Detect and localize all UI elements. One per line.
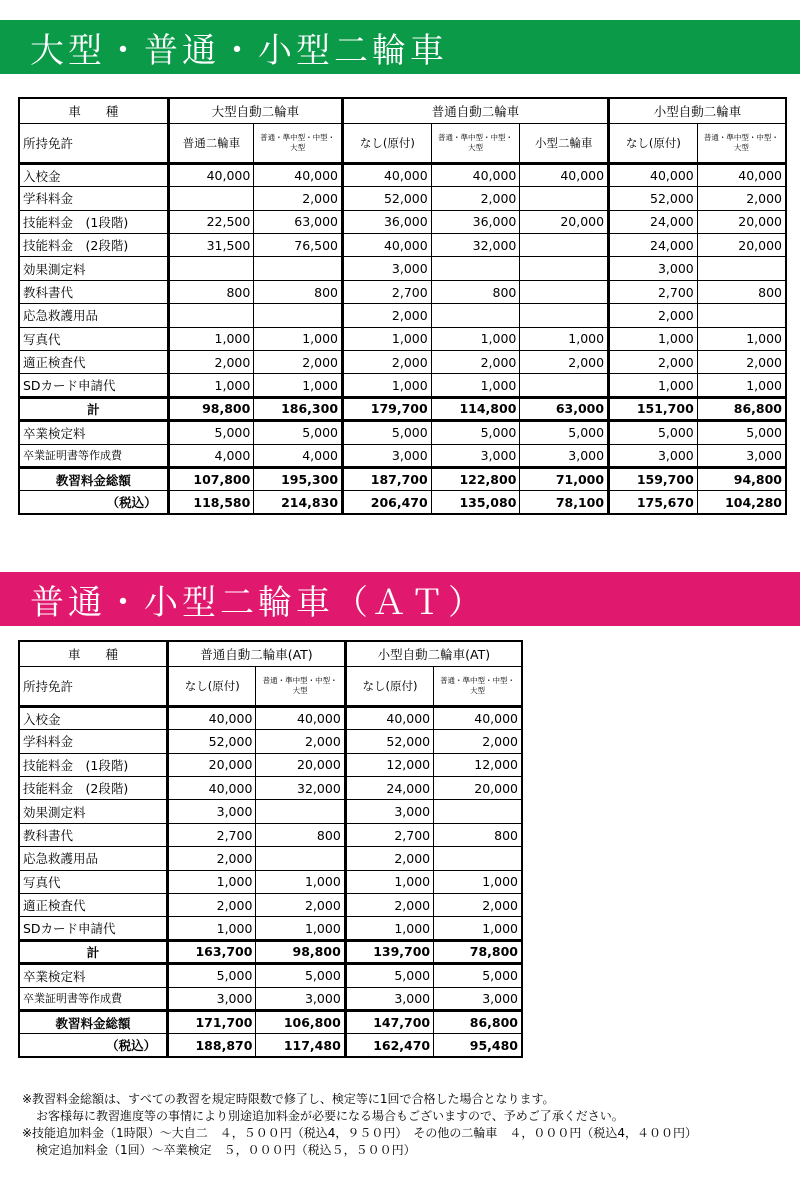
fee-value: 1,000 [254, 327, 343, 350]
table-row [19, 917, 522, 940]
fee-value: 1,000 [431, 374, 520, 397]
fee-value: 2,000 [520, 351, 609, 374]
fee-value: 2,000 [345, 847, 433, 870]
fee-value: 5,000 [431, 421, 520, 444]
section-title: 普通・小型二輪車（ＡＴ） [30, 582, 486, 623]
fee-value: 95,480 [434, 1034, 522, 1057]
fee-value: 78,100 [520, 491, 609, 514]
table-row [19, 444, 786, 467]
fee-value [434, 847, 522, 870]
section-banner-at [0, 572, 800, 626]
row-label: 学科料金 [19, 187, 168, 210]
fee-value: 40,000 [343, 234, 432, 257]
note-line: 検定追加料金（1回）～卒業検定 ５，０００円（税込５，５００円） [36, 1143, 416, 1157]
row-label: SDカード申請代 [19, 374, 168, 397]
fee-value: 3,000 [609, 444, 698, 467]
fee-value: 195,300 [254, 467, 343, 490]
total-row [19, 467, 786, 490]
fee-value: 2,000 [343, 351, 432, 374]
section-title: 大型・普通・小型二輪車 [30, 30, 448, 71]
fee-value [697, 304, 786, 327]
fee-value: 3,000 [256, 987, 345, 1010]
fee-value: 36,000 [343, 210, 432, 233]
fee-value: 2,000 [609, 304, 698, 327]
fee-value: 63,000 [254, 210, 343, 233]
section-banner-large-normal-small [0, 20, 800, 74]
fee-value: 1,000 [254, 374, 343, 397]
row-label: 応急救護用品 [19, 304, 168, 327]
fee-value: 1,000 [434, 870, 522, 893]
fee-value [254, 257, 343, 280]
fee-value: 5,000 [168, 964, 256, 987]
license-label: 所持免許 [19, 123, 168, 163]
fee-value: 31,500 [168, 234, 254, 257]
license-cell: 普通・準中型・中型・大型 [697, 123, 786, 163]
fee-value: 52,000 [168, 730, 256, 753]
fee-value: 2,000 [256, 894, 345, 917]
fee-value: 94,800 [697, 467, 786, 490]
row-label: 写真代 [19, 870, 168, 893]
fee-value: 106,800 [256, 1010, 345, 1033]
row-label: 計 [19, 940, 168, 963]
fee-value [431, 304, 520, 327]
license-cell: 普通二輪車 [168, 123, 254, 163]
table-row [19, 964, 522, 987]
fee-value: 1,000 [609, 374, 698, 397]
fee-value: 3,000 [434, 987, 522, 1010]
fee-value [168, 257, 254, 280]
fee-value: 1,000 [168, 870, 256, 893]
fee-value: 2,000 [431, 351, 520, 374]
fee-value: 2,000 [697, 351, 786, 374]
table-row [19, 163, 786, 186]
fee-value: 40,000 [168, 706, 256, 729]
fee-value: 3,000 [431, 444, 520, 467]
license-cell: 普通・準中型・中型・大型 [434, 666, 522, 706]
fee-value: 1,000 [434, 917, 522, 940]
fee-value: 1,000 [256, 917, 345, 940]
table-row [19, 800, 522, 823]
row-label: 卒業検定料 [19, 964, 168, 987]
row-label: 教科書代 [19, 280, 168, 303]
fee-value: 2,000 [168, 351, 254, 374]
table-header-row [19, 98, 786, 123]
row-label: 学科料金 [19, 730, 168, 753]
fee-value: 800 [431, 280, 520, 303]
table-row [19, 777, 522, 800]
fee-value: 2,000 [256, 730, 345, 753]
license-cell: 普通・準中型・中型・大型 [431, 123, 520, 163]
fee-value: 32,000 [256, 777, 345, 800]
fee-value: 98,800 [256, 940, 345, 963]
fee-value [520, 374, 609, 397]
fee-value: 147,700 [345, 1010, 433, 1033]
fee-value: 40,000 [520, 163, 609, 186]
row-label: 計 [19, 397, 168, 420]
fee-value: 186,300 [254, 397, 343, 420]
fee-value: 20,000 [256, 753, 345, 776]
fee-value: 20,000 [168, 753, 256, 776]
fee-value: 104,280 [697, 491, 786, 514]
fee-value: 159,700 [609, 467, 698, 490]
fee-value: 2,000 [434, 894, 522, 917]
fee-value: 1,000 [345, 917, 433, 940]
fee-value: 76,500 [254, 234, 343, 257]
license-cell: なし(原付) [345, 666, 433, 706]
license-row [19, 666, 522, 706]
fee-value: 40,000 [697, 163, 786, 186]
table-row [19, 706, 522, 729]
fee-value: 1,000 [343, 327, 432, 350]
fee-value: 52,000 [343, 187, 432, 210]
fee-value: 2,700 [168, 823, 256, 846]
fee-value: 12,000 [434, 753, 522, 776]
total-row [19, 1010, 522, 1033]
fee-value [256, 847, 345, 870]
fee-value [520, 280, 609, 303]
fee-notes [22, 1091, 792, 1159]
subtotal-row [19, 940, 522, 963]
fee-value [256, 800, 345, 823]
fee-value: 107,800 [168, 467, 254, 490]
license-cell: なし(原付) [343, 123, 432, 163]
fee-value: 139,700 [345, 940, 433, 963]
table-row [19, 987, 522, 1010]
fee-value: 20,000 [434, 777, 522, 800]
header-vehicle-type: 車 種 [19, 98, 168, 123]
fee-value: 2,000 [168, 894, 256, 917]
fee-value: 20,000 [697, 210, 786, 233]
row-label: 応急救護用品 [19, 847, 168, 870]
table-row [19, 894, 522, 917]
row-label: 教習料金総額 [19, 467, 168, 490]
table-row [19, 730, 522, 753]
fee-value [697, 257, 786, 280]
fee-value: 40,000 [431, 163, 520, 186]
fee-value: 214,830 [254, 491, 343, 514]
fee-value: 40,000 [434, 706, 522, 729]
fee-value: 32,000 [431, 234, 520, 257]
row-label: 卒業検定料 [19, 421, 168, 444]
fee-table-at [18, 640, 523, 1058]
header-vehicle-group: 小型自動二輪車 [609, 98, 786, 123]
row-label: 効果測定料 [19, 257, 168, 280]
fee-value: 5,000 [256, 964, 345, 987]
fee-value: 4,000 [254, 444, 343, 467]
fee-value: 2,000 [168, 847, 256, 870]
fee-value: 800 [434, 823, 522, 846]
fee-value: 187,700 [343, 467, 432, 490]
row-label: 卒業証明書等作成費 [19, 444, 168, 467]
fee-value: 122,800 [431, 467, 520, 490]
fee-value [431, 257, 520, 280]
fee-value: 86,800 [434, 1010, 522, 1033]
fee-value: 2,000 [697, 187, 786, 210]
fee-value: 800 [168, 280, 254, 303]
fee-value [520, 234, 609, 257]
table-row [19, 187, 786, 210]
fee-value: 5,000 [609, 421, 698, 444]
fee-value: 24,000 [345, 777, 433, 800]
row-label: 教科書代 [19, 823, 168, 846]
fee-value: 24,000 [609, 210, 698, 233]
fee-value: 1,000 [697, 374, 786, 397]
fee-value: 36,000 [431, 210, 520, 233]
fee-value: 3,000 [168, 800, 256, 823]
header-vehicle-group: 小型自動二輪車(AT) [345, 641, 522, 666]
fee-value: 800 [697, 280, 786, 303]
license-label: 所持免許 [19, 666, 168, 706]
fee-value: 20,000 [697, 234, 786, 257]
fee-value: 40,000 [168, 777, 256, 800]
fee-value: 5,000 [254, 421, 343, 444]
row-label: 教習料金総額 [19, 1010, 168, 1033]
license-row [19, 123, 786, 163]
fee-value: 5,000 [697, 421, 786, 444]
fee-value: 5,000 [343, 421, 432, 444]
fee-value: 3,000 [520, 444, 609, 467]
fee-value: 3,000 [697, 444, 786, 467]
fee-value: 163,700 [168, 940, 256, 963]
table-row [19, 870, 522, 893]
table-row [19, 847, 522, 870]
fee-value: 1,000 [520, 327, 609, 350]
fee-value: 800 [256, 823, 345, 846]
row-label: （税込） [19, 1034, 168, 1057]
license-cell: なし(原付) [168, 666, 256, 706]
fee-value [168, 304, 254, 327]
fee-value: 40,000 [609, 163, 698, 186]
row-label: 写真代 [19, 327, 168, 350]
fee-value: 3,000 [345, 800, 433, 823]
row-label: 効果測定料 [19, 800, 168, 823]
note-line: ※教習料金総額は、すべての教習を規定時限数で修了し、検定等に1回で合格した場合となります。 [22, 1092, 555, 1106]
header-vehicle-group: 普通自動二輪車(AT) [168, 641, 346, 666]
fee-value [520, 304, 609, 327]
note-line: ※技能追加料金（1時限）～大自二 ４，５００円（税込4，９５０円） その他の二輪車 ４，０００円（税込4，４００円） [22, 1126, 697, 1140]
fee-value: 1,000 [343, 374, 432, 397]
fee-value: 175,670 [609, 491, 698, 514]
row-label: （税込） [19, 491, 168, 514]
table-row [19, 823, 522, 846]
fee-value: 135,080 [431, 491, 520, 514]
fee-value: 22,500 [168, 210, 254, 233]
table-row [19, 257, 786, 280]
fee-table-manual [18, 97, 787, 515]
fee-value: 86,800 [697, 397, 786, 420]
fee-value: 1,000 [168, 374, 254, 397]
fee-value: 3,000 [345, 987, 433, 1010]
fee-value: 2,700 [345, 823, 433, 846]
row-label: 技能料金 (2段階) [19, 234, 168, 257]
row-label: 技能料金 (2段階) [19, 777, 168, 800]
fee-value [168, 187, 254, 210]
fee-value: 2,000 [609, 351, 698, 374]
fee-value: 162,470 [345, 1034, 433, 1057]
table-row [19, 753, 522, 776]
table-row [19, 210, 786, 233]
table-row [19, 327, 786, 350]
table-header-row [19, 641, 522, 666]
fee-value: 2,000 [254, 187, 343, 210]
fee-value: 151,700 [609, 397, 698, 420]
fee-value: 3,000 [343, 444, 432, 467]
row-label: 入校金 [19, 163, 168, 186]
fee-value: 2,700 [609, 280, 698, 303]
license-cell: 普通・準中型・中型・大型 [254, 123, 343, 163]
fee-value: 3,000 [168, 987, 256, 1010]
fee-value: 5,000 [168, 421, 254, 444]
row-label: 技能料金 (1段階) [19, 210, 168, 233]
fee-value: 4,000 [168, 444, 254, 467]
fee-value: 1,000 [168, 327, 254, 350]
row-label: 卒業証明書等作成費 [19, 987, 168, 1010]
license-cell: 小型二輪車 [520, 123, 609, 163]
fee-value: 1,000 [256, 870, 345, 893]
header-vehicle-group: 普通自動二輪車 [343, 98, 609, 123]
fee-value: 2,000 [345, 894, 433, 917]
header-vehicle-group: 大型自動二輪車 [168, 98, 342, 123]
taxed-total-row [19, 1034, 522, 1057]
table-row [19, 304, 786, 327]
table-row [19, 280, 786, 303]
license-cell: なし(原付) [609, 123, 698, 163]
header-vehicle-type: 車 種 [19, 641, 168, 666]
fee-value: 179,700 [343, 397, 432, 420]
row-label: 適正検査代 [19, 894, 168, 917]
fee-value: 52,000 [609, 187, 698, 210]
fee-value: 40,000 [256, 706, 345, 729]
fee-value: 171,700 [168, 1010, 256, 1033]
row-label: 適正検査代 [19, 351, 168, 374]
table-row [19, 421, 786, 444]
fee-value: 3,000 [609, 257, 698, 280]
fee-value: 71,000 [520, 467, 609, 490]
row-label: SDカード申請代 [19, 917, 168, 940]
fee-value: 2,000 [431, 187, 520, 210]
fee-value: 117,480 [256, 1034, 345, 1057]
fee-value [254, 304, 343, 327]
fee-value: 1,000 [345, 870, 433, 893]
fee-value: 5,000 [434, 964, 522, 987]
fee-value: 40,000 [343, 163, 432, 186]
fee-value: 2,000 [254, 351, 343, 374]
fee-value: 2,000 [343, 304, 432, 327]
row-label: 入校金 [19, 706, 168, 729]
fee-value: 1,000 [609, 327, 698, 350]
fee-value: 52,000 [345, 730, 433, 753]
fee-value: 20,000 [520, 210, 609, 233]
subtotal-row [19, 397, 786, 420]
fee-value: 5,000 [520, 421, 609, 444]
fee-value: 118,580 [168, 491, 254, 514]
row-label: 技能料金 (1段階) [19, 753, 168, 776]
fee-value: 40,000 [168, 163, 254, 186]
fee-value: 1,000 [168, 917, 256, 940]
fee-value: 1,000 [431, 327, 520, 350]
fee-value: 98,800 [168, 397, 254, 420]
note-line: お客様毎に教習進度等の事情により別途追加料金が必要になる場合もございますので、予めご了承ください。 [36, 1109, 624, 1123]
license-cell: 普通・準中型・中型・大型 [256, 666, 345, 706]
taxed-total-row [19, 491, 786, 514]
fee-value [434, 800, 522, 823]
fee-value: 206,470 [343, 491, 432, 514]
fee-value: 114,800 [431, 397, 520, 420]
table-row [19, 374, 786, 397]
fee-value: 2,000 [434, 730, 522, 753]
fee-value: 800 [254, 280, 343, 303]
fee-value: 12,000 [345, 753, 433, 776]
fee-value: 40,000 [254, 163, 343, 186]
fee-value: 2,700 [343, 280, 432, 303]
fee-value: 40,000 [345, 706, 433, 729]
fee-value: 63,000 [520, 397, 609, 420]
fee-value: 1,000 [697, 327, 786, 350]
fee-value: 24,000 [609, 234, 698, 257]
fee-value [520, 187, 609, 210]
table-row [19, 351, 786, 374]
fee-value: 3,000 [343, 257, 432, 280]
fee-value: 5,000 [345, 964, 433, 987]
fee-value [520, 257, 609, 280]
fee-value: 78,800 [434, 940, 522, 963]
fee-value: 188,870 [168, 1034, 256, 1057]
table-row [19, 234, 786, 257]
